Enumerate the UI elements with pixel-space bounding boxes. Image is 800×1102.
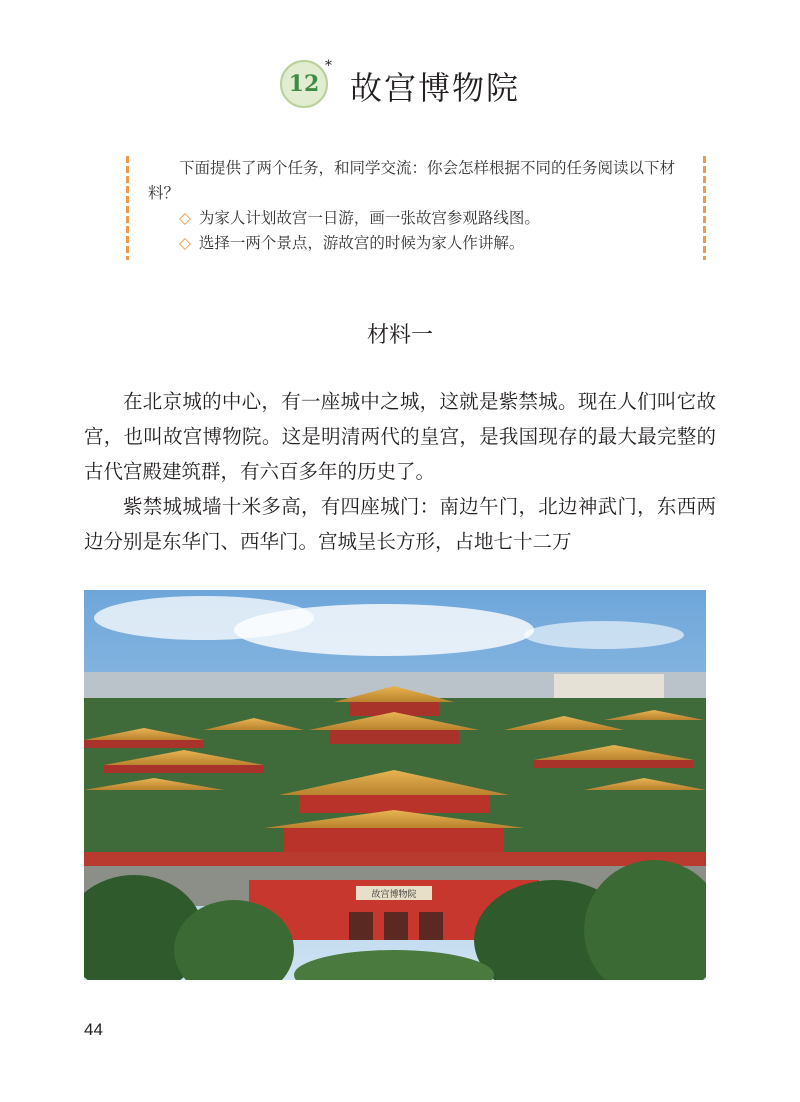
distant-building	[554, 674, 664, 698]
paragraph: 在北京城的中心，有一座城中之城，这就是紫禁城。现在人们叫它故宫，也叫故宫博物院。这是明清两代的皇宫，是我国现存的最大最完整的古代宫殿建筑群，有六百多年的历史了。	[84, 390, 716, 483]
forbidden-city-illustration	[84, 590, 706, 980]
optional-lesson-marker: *	[324, 58, 332, 74]
task-item-text: 为家人计划故宫一日游，画一张故宫参观路线图。	[198, 209, 540, 227]
task-box-right-border	[703, 156, 706, 260]
palace-wall-top	[84, 852, 706, 866]
lesson-number-badge	[280, 60, 332, 112]
diamond-bullet-icon: ◇	[179, 234, 191, 252]
gate-door	[419, 912, 443, 940]
diamond-bullet-icon: ◇	[179, 209, 191, 227]
task-intro: 下面提供了两个任务，和同学交流：你会怎样根据不同的任务阅读以下材料？	[148, 159, 676, 202]
task-item	[179, 206, 688, 231]
lesson-header	[0, 60, 800, 112]
task-item-text: 选择一两个景点，游故宫的时候为家人作讲解。	[198, 234, 525, 252]
task-box	[126, 156, 706, 260]
forbidden-city-photo	[84, 590, 706, 980]
cloud	[524, 621, 684, 649]
section-heading: 材料一	[366, 323, 433, 348]
task-item	[179, 231, 688, 256]
body-text	[84, 384, 716, 559]
gate-door	[384, 912, 408, 940]
page-number: 44	[84, 1020, 103, 1039]
lesson-title: 故宫博物院	[349, 69, 520, 107]
task-box-content	[148, 156, 688, 256]
lesson-number: 12	[288, 71, 320, 97]
lesson-number-circle	[280, 60, 328, 108]
gate-door	[349, 912, 373, 940]
cloud	[234, 604, 534, 656]
task-box-left-border	[126, 156, 129, 260]
paragraph: 紫禁城城墙十米多高，有四座城门：南边午门，北边神武门，东西两边分别是东华门、西华门。宫城呈长方形，占地七十二万	[84, 495, 716, 553]
gate-plaque-text: 故宫博物院	[371, 890, 417, 900]
